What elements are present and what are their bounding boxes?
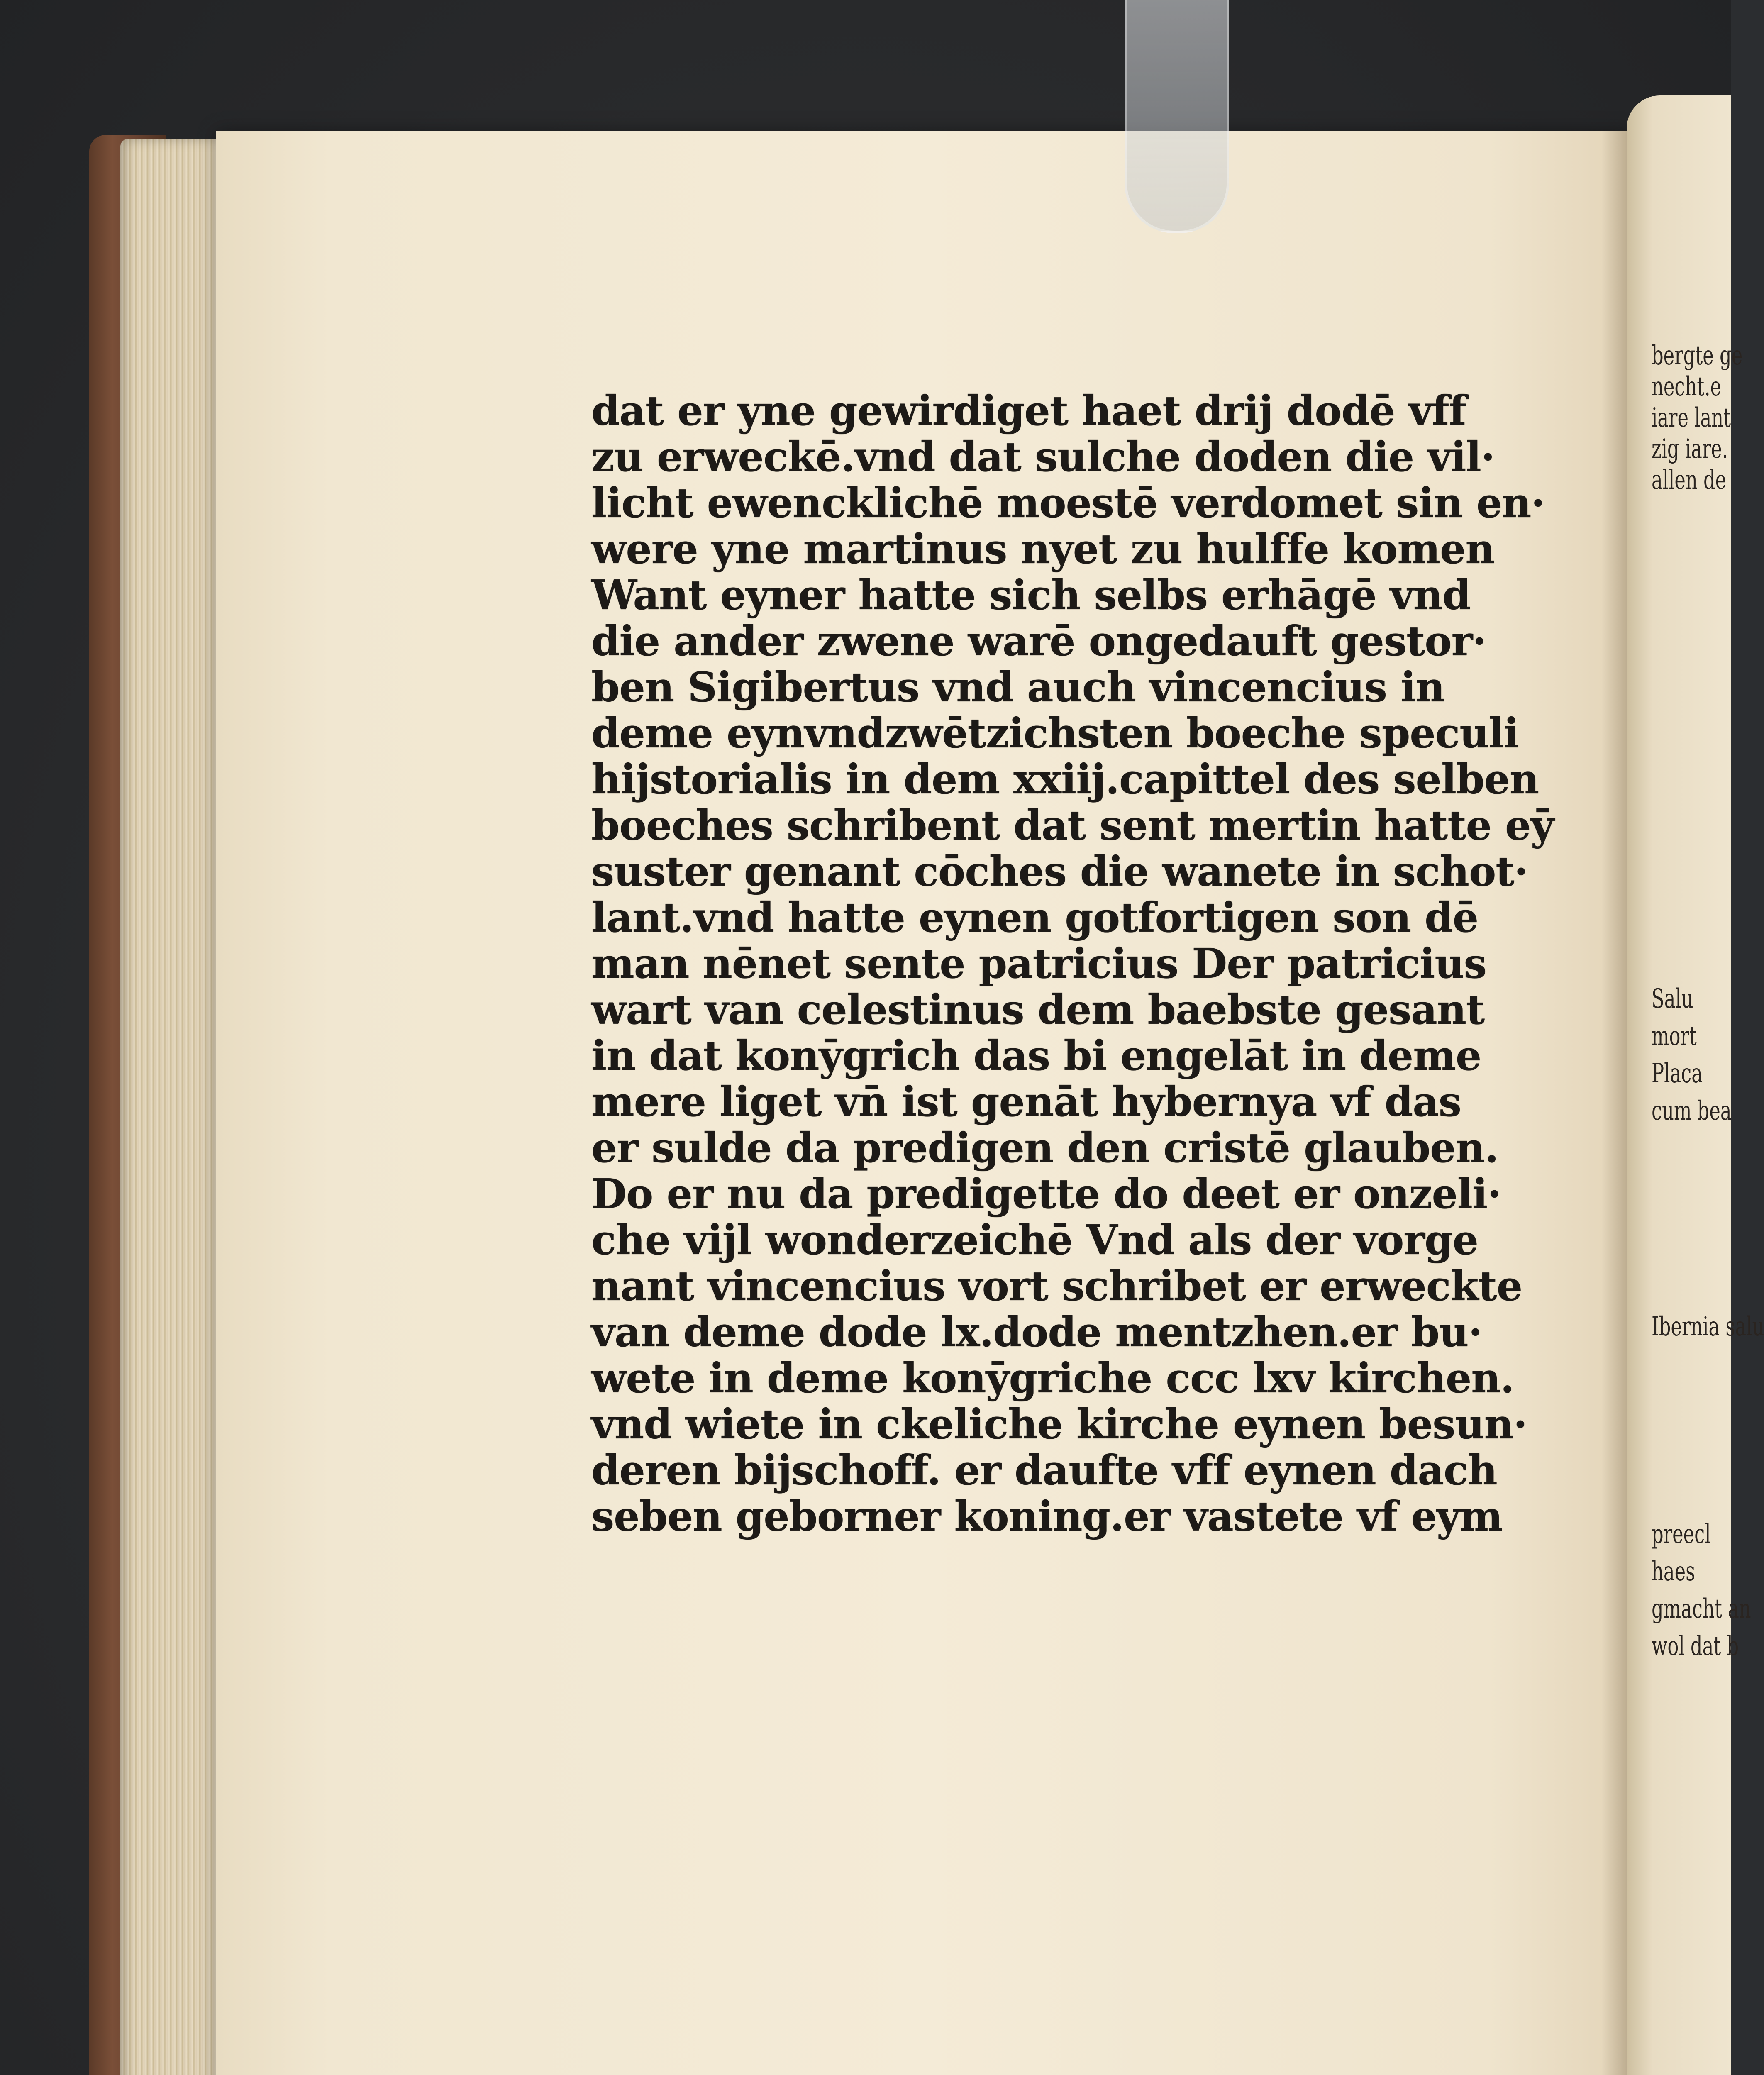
- facing-fragment: allen de: [1652, 465, 1727, 496]
- text-line: zu erweckē.vnd dat sulche doden die vil·: [591, 433, 1495, 481]
- text-line: hijstorialis in dem xxiij.capittel des selben: [591, 756, 1539, 803]
- text-block: [591, 387, 1554, 1540]
- facing-fragment: Ibernia salu: [1652, 1311, 1764, 1342]
- text-line: deren bijschoff. er daufte vff eynen dach: [591, 1447, 1497, 1494]
- text-line: ben Sigibertus vnd auch vincencius in: [591, 664, 1445, 711]
- facing-fragment: iare lant: [1652, 403, 1731, 433]
- text-line: boeches schribent dat sent mertin hatte eȳ: [591, 802, 1554, 850]
- facing-fragment: bergte ge: [1652, 340, 1743, 371]
- text-line: Want eyner hatte sich selbs erhāgē vnd: [591, 571, 1471, 619]
- facing-fragment: gmacht an: [1652, 1594, 1751, 1624]
- facing-page: [1627, 95, 1764, 2075]
- text-line: wete in deme konȳgriche ccc lxv kirchen.: [591, 1355, 1514, 1402]
- text-line: seben geborner koning.er vastete vf eym: [591, 1493, 1503, 1540]
- text-line: in dat konȳgrich das bi engelāt in deme: [591, 1032, 1481, 1080]
- facing-fragment: zig iare.: [1652, 434, 1728, 464]
- text-line: nant vincencius vort schribet er erweckte: [591, 1262, 1522, 1310]
- facing-fragment: wol dat b: [1652, 1631, 1739, 1662]
- text-line: vnd wiete in ckeliche kirche eynen besun·: [591, 1401, 1527, 1448]
- page-clip-top: [1125, 0, 1229, 233]
- text-line: mere liget vn̄ ist genāt hybernya vf das: [591, 1078, 1461, 1126]
- facing-fragment: haes: [1652, 1556, 1696, 1587]
- facing-fragment: cum bea: [1652, 1096, 1732, 1126]
- facing-fragment: mort: [1652, 1021, 1697, 1052]
- text-line: Do er nu da predigette do deet er onzeli·: [591, 1170, 1501, 1218]
- text-line: licht ewencklichē moestē verdomet sin en·: [591, 479, 1545, 527]
- facing-fragment: Placa: [1652, 1058, 1703, 1089]
- text-line: deme eynvndzwētzichsten boeche speculi: [591, 710, 1519, 757]
- text-line: van deme dode lx.dode mentzhen.er bu·: [591, 1308, 1482, 1356]
- text-line: die ander zwene warē ongedauft gestor·: [591, 618, 1486, 665]
- facing-fragment: preecl: [1652, 1519, 1711, 1550]
- text-line: suster genant cōches die wanete in schot·: [591, 848, 1528, 896]
- facing-fragment: necht.e: [1652, 371, 1722, 402]
- text-line: man nēnet sente patricius Der patricius: [591, 940, 1486, 988]
- text-line: were yne martinus nyet zu hulffe komen: [591, 525, 1495, 573]
- page-stack-edges: [120, 139, 228, 2075]
- text-line: dat er yne gewirdiget haet drij dodē vff: [591, 387, 1466, 435]
- text-line: wart van celestinus dem baebste gesant: [591, 986, 1485, 1034]
- text-line: lant.vnd hatte eynen gotfortigen son dē: [591, 894, 1479, 942]
- text-line: er sulde da predigen den cristē glauben.: [591, 1124, 1498, 1172]
- text-line: che vijl wonderzeichē Vnd als der vorge: [591, 1216, 1478, 1264]
- facing-fragment: Salu: [1652, 984, 1693, 1014]
